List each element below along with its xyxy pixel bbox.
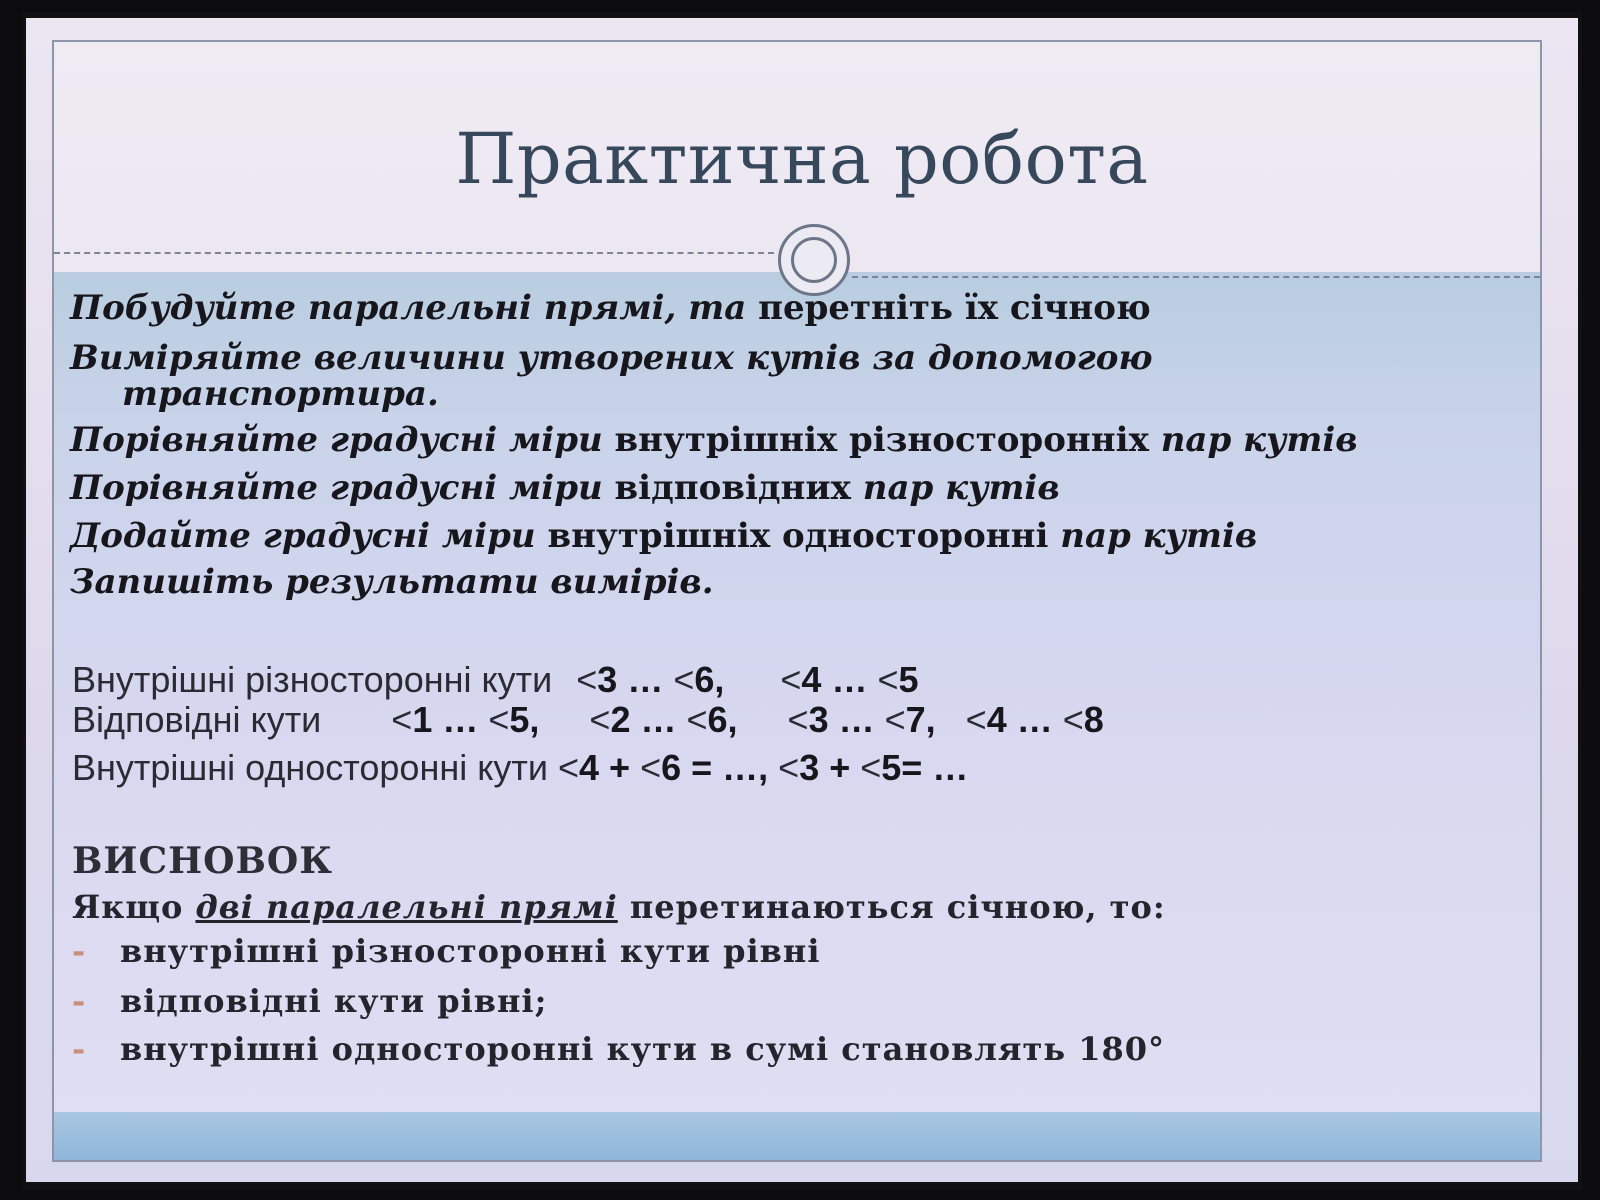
bullet-dash-icon: - xyxy=(72,1030,87,1068)
angle-sign: < xyxy=(780,659,802,700)
angle-value: 4 + xyxy=(579,747,641,788)
angle-sign: < xyxy=(884,699,906,740)
instruction-italic-end: пар кутів xyxy=(1060,516,1258,556)
angle-sign: < xyxy=(640,747,662,788)
angles-line-same-side-interior xyxy=(72,748,968,788)
instruction-line-4 xyxy=(70,466,1550,510)
angle-sign: < xyxy=(877,659,899,700)
angle-value: 6, xyxy=(694,659,725,700)
instruction-italic: Запишіть результати вимірів. xyxy=(70,562,714,602)
instruction-italic: Виміряйте величини утворених кутів за допомогою xyxy=(70,338,1153,378)
instruction-normal: перетніть їх січною xyxy=(746,288,1151,328)
angle-sign: < xyxy=(860,747,882,788)
title-divider-right xyxy=(852,276,1540,278)
angle-value: 5, xyxy=(509,699,540,740)
angles-line-corresponding xyxy=(72,700,1104,740)
angles-line-alternate-interior xyxy=(72,660,919,700)
instruction-italic: транспортира. xyxy=(122,374,439,414)
angles-label: Відповідні кути xyxy=(72,699,322,740)
angle-value: 4 … xyxy=(986,699,1063,740)
bullet-dash-icon: - xyxy=(72,982,87,1020)
angle-value: 3 … xyxy=(808,699,885,740)
title-divider-left xyxy=(54,252,774,254)
presentation-slide xyxy=(26,18,1578,1182)
slide-title: Практична робота xyxy=(455,118,1149,200)
instruction-line-1 xyxy=(70,286,1550,330)
angle-sign: < xyxy=(557,747,579,788)
angle-value: 5= … xyxy=(881,747,969,788)
angle-sign: < xyxy=(686,699,708,740)
instruction-normal: відповідних xyxy=(602,468,863,508)
angle-sign: < xyxy=(488,699,510,740)
angle-sign: < xyxy=(1062,699,1084,740)
monitor-screen xyxy=(22,12,1582,1190)
angle-value: 6 = …, xyxy=(661,747,779,788)
conclusion-bullet-1 xyxy=(72,932,820,970)
angle-sign: < xyxy=(778,747,800,788)
angles-label: Внутрішні різносторонні кути xyxy=(72,659,553,700)
conclusion-lead-prefix: Якщо xyxy=(72,888,196,926)
angle-sign: < xyxy=(965,699,987,740)
conclusion-bullet-2 xyxy=(72,982,547,1020)
instruction-italic: Порівняйте градусні міри xyxy=(70,420,603,460)
bullet-dash-icon: - xyxy=(72,932,87,970)
conclusion-bullet-text: внутрішні односторонні кути в сумі становлять 180° xyxy=(120,1030,1166,1068)
instruction-line-3 xyxy=(70,418,1550,462)
angle-sign: < xyxy=(391,699,413,740)
angle-value: 3 + xyxy=(799,747,861,788)
conclusion-lead xyxy=(72,888,1166,926)
instruction-line-2-cont xyxy=(122,372,1578,416)
angle-value: 3 … xyxy=(597,659,674,700)
instruction-italic: Додайте градусні міри xyxy=(70,516,536,556)
instruction-italic-end: пар кутів xyxy=(1160,420,1358,460)
instruction-italic-end: пар кутів xyxy=(862,468,1060,508)
instruction-italic: Побудуйте паралельні прямі, та xyxy=(70,288,747,328)
angle-sign: < xyxy=(787,699,809,740)
conclusion-bullet-text: відповідні кути рівні; xyxy=(120,982,548,1020)
conclusion-heading: ВИСНОВОК xyxy=(72,840,334,882)
angle-value: 5 xyxy=(898,659,919,700)
conclusion-lead-underlined: дві паралельні прямі xyxy=(195,888,618,926)
angle-sign: < xyxy=(576,659,598,700)
angles-label: Внутрішні односторонні кути xyxy=(72,747,558,788)
angle-value: 2 … xyxy=(610,699,687,740)
instruction-italic: Порівняйте градусні міри xyxy=(70,468,603,508)
angle-sign: < xyxy=(673,659,695,700)
divider-ring-inner xyxy=(791,237,837,283)
instruction-line-6 xyxy=(70,560,1550,604)
conclusion-lead-suffix: перетинаються січною, то: xyxy=(617,888,1166,926)
instruction-normal: внутрішніх односторонні xyxy=(535,516,1061,556)
instruction-normal: внутрішніх різносторонніх xyxy=(602,420,1161,460)
angle-value: 8 xyxy=(1083,699,1104,740)
instruction-line-5 xyxy=(70,514,1550,558)
conclusion-bullet-text: внутрішні різносторонні кути рівні xyxy=(120,932,821,970)
angle-value: 4 … xyxy=(801,659,878,700)
angle-sign: < xyxy=(589,699,611,740)
angle-value: 7, xyxy=(905,699,936,740)
conclusion-bullet-3 xyxy=(72,1030,1165,1068)
angle-value: 1 … xyxy=(412,699,489,740)
angle-value: 6, xyxy=(707,699,738,740)
